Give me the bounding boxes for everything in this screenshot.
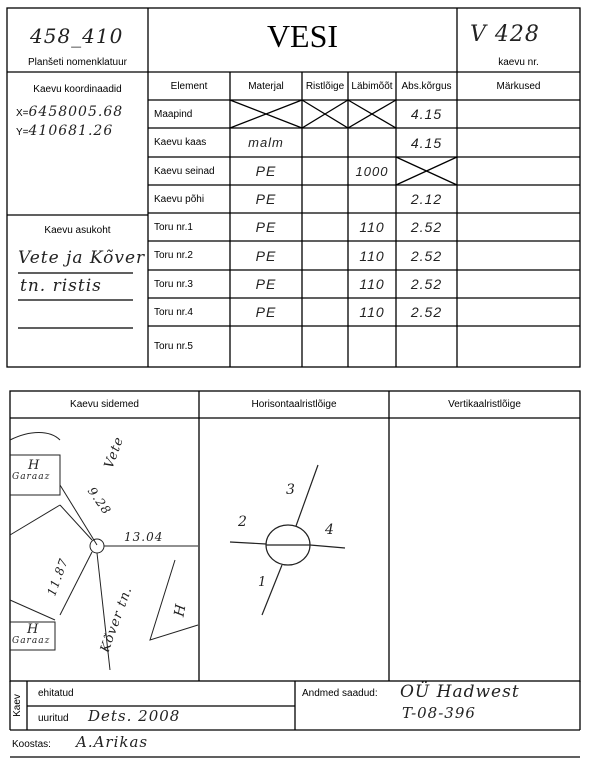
row-element: Kaevu seinad (154, 165, 215, 177)
links-title: Kaevu sidemed (70, 399, 139, 410)
location-line2: tn. ristis (20, 276, 102, 296)
y-label: Y= (16, 127, 29, 138)
row-height: 4.15 (410, 106, 443, 122)
source-label: Andmed saadud: (302, 688, 378, 699)
built-label: ehitatud (38, 688, 74, 699)
row-height: 2.52 (410, 247, 443, 264)
pipe-1-label: 1 (258, 575, 268, 590)
row-diameter: 110 (359, 247, 385, 264)
vertical-section-title: Vertikaalristlõige (448, 399, 521, 410)
distance-3: 11.87 (44, 556, 71, 598)
coordinate-x (16, 103, 123, 121)
row-element: Toru nr.1 (154, 221, 193, 233)
header-notes: Märkused (496, 80, 541, 92)
y-value: 410681.26 (28, 123, 114, 139)
header-material: Materjal (248, 80, 284, 92)
row-material: PE (255, 247, 277, 264)
pipe-2-label: 2 (238, 514, 248, 530)
row-height: 2.52 (410, 304, 443, 320)
well-label: kaevu nr. (498, 57, 539, 68)
row-height: 2.52 (410, 219, 443, 235)
source-line2: T-08-396 (402, 704, 476, 722)
row-material: PE (255, 191, 277, 207)
sheet-label: Planšeti nomenklatuur (28, 57, 127, 68)
house-bottom-letter: H (27, 622, 40, 637)
header-abs-height: Abs.kõrgus (401, 80, 452, 92)
row-diameter: 1000 (355, 163, 389, 179)
kaev-label: Kaev (11, 694, 23, 717)
surveyed-value: Dets. 2008 (88, 707, 181, 725)
sheet-number: 458_410 (30, 24, 124, 48)
row-element: Toru nr.3 (154, 278, 193, 290)
row-material: PE (255, 219, 277, 235)
house-bottom-label: Garaaz (12, 636, 51, 646)
distance-2: 13.04 (124, 530, 164, 544)
form-title: VESI (266, 18, 339, 54)
row-element: Kaevu kaas (154, 137, 207, 148)
row-material: PE (255, 276, 277, 292)
row-element: Toru nr.5 (154, 341, 193, 352)
location-title: Kaevu asukoht (44, 225, 111, 236)
house-right-letter: H (171, 602, 190, 618)
pipe-3-label: 3 (286, 482, 296, 498)
distance-1: 9.28 (84, 484, 114, 518)
x-value: 6458005.68 (28, 104, 124, 120)
row-height: 2.12 (410, 191, 443, 207)
house-top-letter: H (28, 458, 41, 473)
source-line1: OÜ Hadwest (400, 682, 520, 702)
row-height: 4.15 (410, 134, 443, 151)
header-diameter: Läbimõõt (351, 80, 393, 92)
row-element: Kaevu põhi (154, 193, 205, 205)
header-cross-section: Ristlõige (305, 80, 345, 92)
row-element: Toru nr.4 (154, 306, 193, 318)
surveyed-label: uuritud (38, 713, 69, 724)
author-label: Koostas: (12, 739, 51, 750)
author-value: A.Arikas (76, 733, 149, 751)
coordinates-title: Kaevu koordinaadid (33, 84, 122, 95)
row-element: Toru nr.2 (154, 250, 193, 261)
row-material: malm (248, 135, 284, 150)
row-material: PE (255, 163, 277, 179)
street-kover-label: Kõver tn. (97, 584, 136, 655)
house-top-label: Garaaz (12, 472, 51, 482)
row-diameter: 110 (359, 219, 385, 235)
street-vete-label: Vete (101, 434, 128, 471)
x-label: X= (16, 108, 29, 119)
pipe-4-label: 4 (325, 522, 335, 538)
horizontal-section-title: Horisontaalristlõige (251, 399, 337, 410)
row-element: Maapind (154, 108, 193, 120)
header-element: Element (170, 80, 208, 92)
row-diameter: 110 (359, 276, 385, 292)
row-material: PE (255, 304, 277, 320)
coordinate-y (16, 122, 113, 140)
well-number: V 428 (470, 22, 540, 47)
row-height: 2.52 (410, 276, 443, 292)
location-line1: Vete ja Kõver (18, 248, 146, 268)
row-diameter: 110 (359, 304, 385, 320)
